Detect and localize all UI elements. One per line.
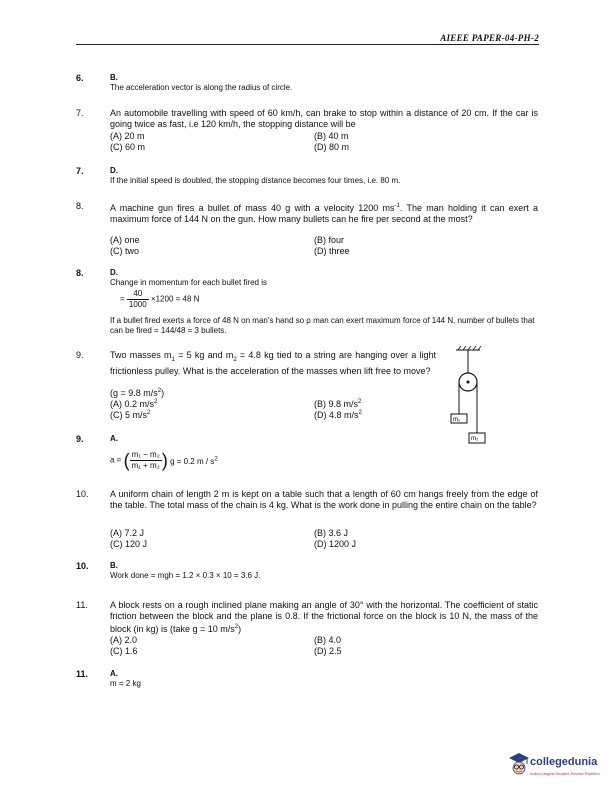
answer-9-equation — [110, 450, 410, 480]
answer-8-fraction — [127, 289, 149, 310]
answer-9 — [110, 434, 410, 480]
question-11-number: 11. — [76, 600, 88, 610]
q9-opt-b-sq: 2 — [358, 399, 362, 405]
answer-8-frac-den: 1000 — [128, 300, 147, 309]
answer-8-eq-rest: ×1200 = 48 N — [150, 294, 200, 304]
question-9-number: 9. — [76, 350, 84, 360]
question-9-text — [110, 350, 436, 377]
answer-8-number: 8. — [76, 268, 84, 278]
question-10-number: 10. — [76, 489, 89, 499]
question-8-option-d: (D) three — [314, 246, 350, 256]
q9-g-line: (g = 9.8 m/s — [110, 388, 158, 398]
question-10-option-a: (A) 7.2 J — [110, 528, 145, 538]
question-8-text-b: . The man holding it can exert a maximum force of 144 N on the gun. How many bullets can he fire per second at the most? — [110, 203, 538, 224]
collegedunia-tagline: India's largest Student Review Platform — [530, 771, 600, 776]
question-8-option-a: (A) one — [110, 235, 140, 245]
q9-opt-c-text: (C) 5 m/s — [110, 410, 147, 420]
answer-7-letter: D. — [110, 166, 118, 175]
pulley-figure — [436, 346, 496, 450]
q9-t1: Two masses m — [110, 350, 172, 360]
collegedunia-logo-icon — [508, 752, 530, 778]
header-rule — [76, 44, 539, 45]
question-7-option-b: (B) 40 m — [314, 131, 349, 141]
answer-10-number: 10. — [76, 561, 89, 571]
question-10-option-c: (C) 120 J — [110, 539, 148, 549]
q9-s2: 2 — [233, 356, 237, 363]
q9-g-close: ) — [161, 388, 165, 398]
question-11-option-c: (C) 1.6 — [110, 646, 138, 656]
question-7-number: 7. — [76, 108, 84, 118]
question-9-option-c — [110, 408, 150, 421]
question-7-text: An automobile travelling with speed of 60 km/h, can brake to stop within a distance of 20 cm. If the car is going twice as fast, i.e 120 km/h, the stopping distance will be — [110, 108, 538, 129]
q11-text-a: A block rests on a rough inclined plane making an angle of 30° with the horizontal. The coefficient of static friction between the block and the plane is 0.8. If the frictional force on the block is 10 N, the mass of the block (in kg) is (take g = 10 m/s — [110, 600, 538, 634]
answer-8-equation — [120, 289, 538, 315]
answer-6-number: 6. — [76, 73, 84, 83]
answer-8 — [110, 268, 538, 336]
answer-11 — [110, 669, 141, 689]
q9-opt-c-sq: 2 — [147, 410, 151, 416]
question-10-option-b: (B) 3.6 J — [314, 528, 349, 538]
mass-m2-label: m₂ — [471, 436, 479, 442]
answer-11-number: 11. — [76, 669, 89, 679]
answer-10-text: Work done = mgh = 1.2 × 0.3 × 10 = 3.6 J. — [110, 571, 261, 580]
question-11-text — [110, 600, 538, 635]
q9-opt-a-text: (A) 0.2 m/s — [110, 399, 155, 409]
answer-11-text: m = 2 kg — [110, 679, 141, 688]
q9-s1: 1 — [171, 356, 175, 363]
answer-7-text: If the initial speed is doubled, the stopping distance becomes four times, i.e. 80 m. — [110, 176, 401, 185]
question-8-text-sup: -1 — [394, 203, 400, 209]
answer-8-frac-num: 40 — [127, 289, 149, 300]
question-8-text-a: A machine gun fires a bullet of mass 40 g with a velocity 1200 ms — [110, 203, 395, 213]
answer-9-letter: A. — [110, 434, 118, 443]
question-11-option-a: (A) 2.0 — [110, 635, 138, 645]
question-8-text — [110, 201, 538, 225]
answer-9-number: 9. — [76, 434, 84, 444]
question-9-option-d — [314, 408, 362, 421]
question-8-option-c: (C) two — [110, 246, 139, 256]
q9-t2: = 5 kg and m — [174, 350, 234, 360]
question-8-number: 8. — [76, 201, 84, 211]
answer-9-paren-close: ) — [161, 450, 168, 471]
question-7-option-d: (D) 80 m — [314, 142, 350, 152]
paper-header-title: AIEEE PAPER-04-PH-2 — [440, 33, 539, 43]
answer-9-frac-num: m₁ − m₂ — [131, 450, 160, 459]
answer-6-letter: B. — [110, 73, 118, 82]
question-7-option-a: (A) 20 m — [110, 131, 145, 141]
question-11-option-b: (B) 4.0 — [314, 635, 342, 645]
answer-9-paren-open: ( — [123, 450, 130, 471]
question-10-option-d: (D) 1200 J — [314, 539, 357, 549]
ceiling-hatch — [456, 346, 481, 350]
answer-9-fraction — [130, 450, 162, 471]
q9-opt-b-text: (B) 9.8 m/s — [314, 399, 359, 409]
answer-8-letter: D. — [110, 268, 118, 277]
answer-9-rest — [170, 457, 218, 466]
answer-6-text: The acceleration vector is along the radius of circle. — [110, 83, 293, 92]
answer-9-frac-den: m₁ + m₂ — [131, 461, 160, 470]
question-7-option-c: (C) 60 m — [110, 142, 146, 152]
answer-10 — [110, 561, 260, 581]
pulley-axle — [467, 381, 470, 384]
answer-9-a-eq: a = — [110, 455, 122, 465]
answer-8-line1: Change in momentum for each bullet fired is — [110, 278, 267, 287]
answer-10-letter: B. — [110, 561, 118, 570]
answer-7-number: 7. — [76, 166, 84, 176]
answer-9-rest-sq: 2 — [214, 456, 218, 463]
collegedunia-brand: collegedunia — [530, 756, 598, 768]
q9-t3: = 4.8 kg tied to a string are hanging over a light frictionless pulley. What is the acceleration of the masses when lift free to move? — [110, 350, 436, 376]
question-8-option-b: (B) four — [314, 235, 345, 245]
question-11-option-d: (D) 2.5 — [314, 646, 342, 656]
q11-text-b: ) — [238, 624, 242, 634]
answer-8-line3: If a bullet fired exerts a force of 48 N on man's hand so ρ man can exert maximum force of 144 N, number of bullets that can be fired = 144/48 = 3 bullets. — [110, 316, 535, 335]
q11-sq: 2 — [234, 624, 239, 630]
answer-6 — [110, 73, 292, 93]
mass-m1-label: m₁ — [453, 417, 461, 423]
q9-opt-d-text: (D) 4.8 m/s — [314, 410, 359, 420]
question-10-text: A uniform chain of length 2 m is kept on a table such that a length of 60 cm hangs freely from the edge of the table. The total mass of the chain is 4 kg. What is the work done in pulling the entire chain on the table? — [110, 489, 538, 510]
q9-opt-d-sq: 2 — [358, 410, 362, 416]
answer-7 — [110, 166, 400, 186]
answer-11-letter: A. — [110, 669, 118, 678]
answer-9-rest-text: g = 0.2 m / s — [170, 456, 215, 466]
q9-g-sq: 2 — [157, 388, 162, 394]
answer-8-eq-equals: = — [120, 294, 125, 304]
q9-opt-a-sq: 2 — [154, 399, 158, 405]
